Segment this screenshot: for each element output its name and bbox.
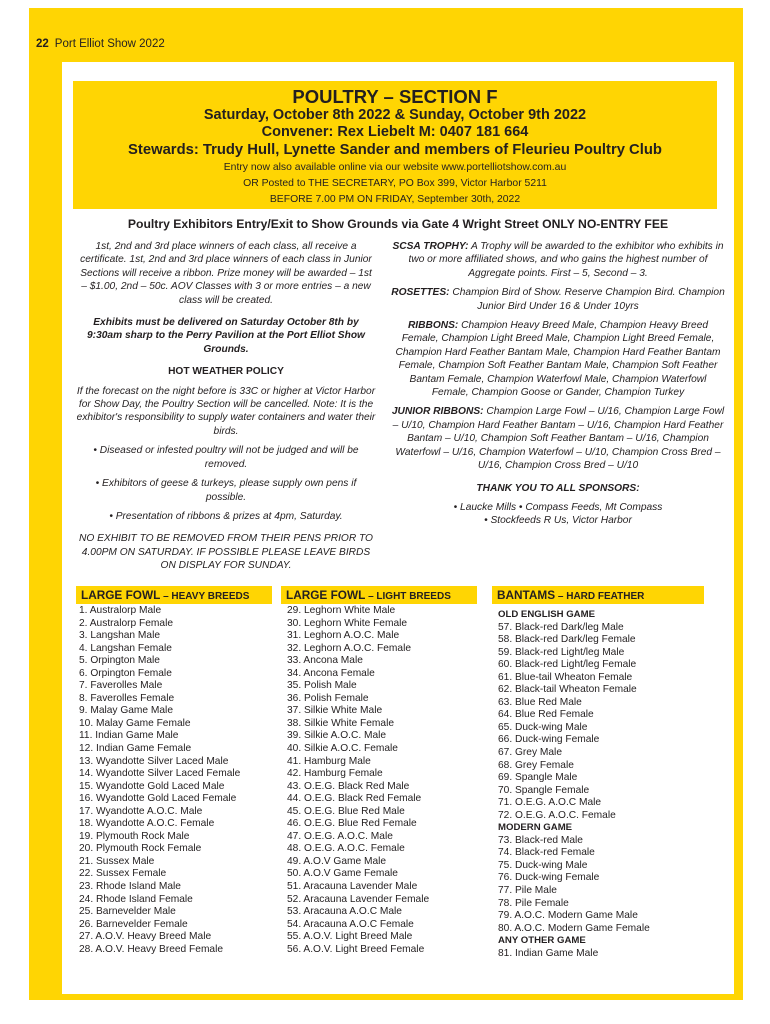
list-item: 62. Black-tail Wheaton Female bbox=[498, 684, 637, 696]
list-item: 79. A.O.C. Modern Game Male bbox=[498, 910, 638, 922]
list-item: 6. Orpington Female bbox=[79, 667, 172, 679]
list-item: 25. Barnevelder Male bbox=[79, 906, 176, 918]
winners-text: 1st, 2nd and 3rd place winners of each class, all receive a certificate. 1st, 2nd and 3rd place winners of each class in Junior Sections will receive a ribbon. Prize money will be awarded – 1st – $1.00, 2nd – 50c. AOV Classes with 3 or more entries – a new class will be created. bbox=[80, 241, 372, 306]
awards-column bbox=[390, 240, 726, 528]
list-item: 67. Grey Male bbox=[498, 747, 562, 759]
list-item: 8. Faverolles Female bbox=[79, 692, 175, 704]
list-item: 9. Malay Game Male bbox=[79, 705, 173, 717]
light-breeds-list bbox=[287, 605, 429, 956]
list-item: 10. Malay Game Female bbox=[79, 717, 191, 729]
list-item: 27. A.O.V. Heavy Breed Male bbox=[79, 931, 212, 943]
list-item: 59. Black-red Light/leg Male bbox=[498, 646, 625, 658]
junior-ribbons bbox=[390, 405, 726, 472]
entry-deadline: BEFORE 7.00 PM ON FRIDAY, September 30th, 2022 bbox=[269, 194, 521, 205]
ribbons-label: RIBBONS: bbox=[407, 320, 459, 332]
bullet-diseased: • Diseased or infested poultry will not be judged and will be removed. bbox=[93, 445, 359, 470]
list-item: 22. Sussex Female bbox=[79, 868, 167, 880]
list-item: 80. A.O.C. Modern Game Female bbox=[498, 922, 650, 934]
page-number: 22 bbox=[36, 38, 49, 50]
category-heading-heavy bbox=[76, 586, 272, 604]
list-item: 53. Aracauna A.O.C Male bbox=[287, 906, 402, 918]
list-item: 26. Barnevelder Female bbox=[79, 918, 188, 930]
show-dates: Saturday, October 8th 2022 & Sunday, October 9th 2022 bbox=[203, 107, 587, 123]
convener: Convener: Rex Liebelt M: 0407 181 664 bbox=[261, 124, 529, 140]
sponsor-line-1: • Laucke Mills • Compass Feeds, Mt Compass bbox=[453, 501, 663, 513]
page-header-title: Port Elliot Show 2022 bbox=[54, 38, 165, 50]
bullet-presentation: • Presentation of ribbons & prizes at 4pm, Saturday. bbox=[109, 510, 343, 522]
list-item: 74. Black-red Female bbox=[498, 847, 595, 859]
stewards: Stewards: Trudy Hull, Lynette Sander and members of Fleurieu Poultry Club bbox=[128, 142, 662, 158]
category-heading-bantams bbox=[492, 586, 704, 604]
list-item: 68. Grey Female bbox=[498, 759, 574, 771]
list-item: 39. Silkie A.O.C. Male bbox=[287, 730, 387, 742]
list-item: 11. Indian Game Male bbox=[79, 730, 179, 742]
sponsors-title: THANK YOU TO ALL SPONSORS: bbox=[476, 482, 640, 494]
bullet-geese: • Exhibitors of geese & turkeys, please supply own pens if possible. bbox=[95, 478, 357, 503]
list-item: 3. Langshan Male bbox=[79, 630, 160, 642]
list-item: 56. A.O.V. Light Breed Female bbox=[287, 943, 425, 955]
list-item: 57. Black-red Dark/leg Male bbox=[498, 621, 624, 633]
list-item: 46. O.E.G. Blue Red Female bbox=[287, 818, 417, 830]
list-item: 31. Leghorn A.O.C. Male bbox=[287, 630, 400, 642]
list-item: 77. Pile Male bbox=[498, 885, 557, 897]
list-item: 35. Polish Male bbox=[287, 680, 357, 692]
list-item: 63. Blue Red Male bbox=[498, 696, 582, 708]
hot-weather-title: HOT WEATHER POLICY bbox=[168, 366, 284, 378]
list-item: 71. O.E.G. A.O.C Male bbox=[498, 797, 602, 809]
list-item: 61. Blue-tail Wheaton Female bbox=[498, 671, 633, 683]
group-label-other: ANY OTHER GAME bbox=[498, 935, 586, 947]
category-sub: – HEAVY BREEDS bbox=[160, 591, 250, 602]
rosettes-label: ROSETTES: bbox=[391, 287, 450, 299]
category-main: LARGE FOWL bbox=[286, 588, 366, 602]
hot-weather-text: If the forecast on the night before is 33C or higher at Victor Harbor for Show Day, the Poultry Section will be cancelled. Note: It is the exhibitor's responsibility to supply water containers and water their birds. bbox=[76, 385, 376, 437]
category-heading-light bbox=[281, 586, 477, 604]
category-main: BANTAMS bbox=[497, 588, 556, 602]
scsa-text: A Trophy will be awarded to the exhibitor who exhibits in two or more affiliated shows, and who gains the highest number of Aggregate points. First – 5, Second – 3. bbox=[408, 241, 724, 279]
list-item: 20. Plymouth Rock Female bbox=[79, 843, 202, 855]
heavy-breeds-list bbox=[79, 605, 240, 956]
list-item: 44. O.E.G. Black Red Female bbox=[287, 793, 422, 805]
list-item: 52. Aracauna Lavender Female bbox=[287, 893, 430, 905]
list-item: 36. Polish Female bbox=[287, 692, 369, 704]
rules-column bbox=[76, 240, 376, 579]
content-card bbox=[62, 62, 734, 994]
list-item: 38. Silkie White Female bbox=[287, 717, 395, 729]
list-item: 69. Spangle Male bbox=[498, 772, 578, 784]
list-item: 76. Duck-wing Female bbox=[498, 872, 600, 884]
junior-label: JUNIOR RIBBONS: bbox=[391, 406, 484, 418]
list-item: 24. Rhode Island Female bbox=[79, 893, 193, 905]
category-sub: – HARD FEATHER bbox=[555, 591, 645, 602]
category-main: LARGE FOWL bbox=[81, 588, 161, 602]
list-item: 1. Australorp Male bbox=[79, 605, 162, 616]
list-item: 14. Wyandotte Silver Laced Female bbox=[79, 768, 241, 780]
delivery-text: Exhibits must be delivered on Saturday October 8th by 9:30am sharp to the Perry Pavilion at the Port Elliot Show Grounds. bbox=[87, 317, 365, 355]
list-item: 40. Silkie A.O.C. Female bbox=[287, 743, 398, 755]
list-item: 55. A.O.V. Light Breed Male bbox=[287, 931, 413, 943]
list-item: 23. Rhode Island Male bbox=[79, 881, 181, 893]
sponsor-line-2: • Stockfeeds R Us, Victor Harbor bbox=[484, 515, 632, 527]
list-item: 45. O.E.G. Blue Red Male bbox=[287, 805, 405, 817]
list-item: 13. Wyandotte Silver Laced Male bbox=[79, 755, 229, 767]
list-item: 16. Wyandotte Gold Laced Female bbox=[79, 793, 237, 805]
list-item: 49. A.O.V Game Male bbox=[287, 855, 387, 867]
list-item: 33. Ancona Male bbox=[287, 655, 363, 667]
entry-notice: Poultry Exhibitors Entry/Exit to Show Grounds via Gate 4 Wright Street ONLY NO-ENTRY FEE bbox=[127, 217, 669, 231]
list-item: 29. Leghorn White Male bbox=[287, 605, 396, 616]
group-label-old-english: OLD ENGLISH GAME bbox=[498, 609, 596, 620]
list-item: 41. Hamburg Male bbox=[287, 755, 371, 767]
list-item: 65. Duck-wing Male bbox=[498, 721, 588, 733]
list-item: 78. Pile Female bbox=[498, 897, 569, 909]
list-item: 47. O.E.G. A.O.C. Male bbox=[287, 830, 393, 842]
scsa-label: SCSA TROPHY: bbox=[392, 241, 469, 252]
category-sub: – LIGHT BREEDS bbox=[365, 591, 451, 602]
list-item: 60. Black-red Light/leg Female bbox=[498, 659, 637, 671]
bantams-list bbox=[498, 609, 650, 960]
list-item: 58. Black-red Dark/leg Female bbox=[498, 634, 636, 646]
list-item: 5. Orpington Male bbox=[79, 655, 160, 667]
list-item: 32. Leghorn A.O.C. Female bbox=[287, 642, 412, 654]
no-exhibit-text: NO EXHIBIT TO BE REMOVED FROM THEIR PENS PRIOR TO 4.00PM ON SATURDAY. IF POSSIBLE PLEASE LEAVE BIRDS ON DISPLAY FOR SUNDAY. bbox=[79, 533, 373, 572]
list-item: 81. Indian Game Male bbox=[498, 947, 599, 959]
list-item: 72. O.E.G. A.O.C. Female bbox=[498, 809, 616, 821]
list-item: 66. Duck-wing Female bbox=[498, 734, 600, 746]
list-item: 15. Wyandotte Gold Laced Male bbox=[79, 780, 225, 792]
page-header bbox=[36, 38, 165, 50]
list-item: 43. O.E.G. Black Red Male bbox=[287, 780, 410, 792]
rosettes bbox=[390, 286, 726, 313]
list-item: 37. Silkie White Male bbox=[287, 705, 383, 717]
group-label-modern: MODERN GAME bbox=[498, 822, 573, 834]
list-item: 17. Wyandotte A.O.C. Male bbox=[79, 805, 203, 817]
list-item: 30. Leghorn White Female bbox=[287, 617, 408, 629]
list-item: 19. Plymouth Rock Male bbox=[79, 830, 190, 842]
list-item: 34. Ancona Female bbox=[287, 667, 375, 679]
list-item: 48. O.E.G. A.O.C. Female bbox=[287, 843, 405, 855]
list-item: 21. Sussex Male bbox=[79, 855, 155, 867]
entry-online: Entry now also available online via our website www.portelliotshow.com.au bbox=[223, 162, 567, 173]
list-item: 18. Wyandotte A.O.C. Female bbox=[79, 818, 215, 830]
list-item: 50. A.O.V Game Female bbox=[287, 868, 398, 880]
list-item: 73. Black-red Male bbox=[498, 834, 583, 846]
junior-text: Champion Large Fowl – U/16, Champion Large Fowl – U/10, Champion Hard Feather Bantam – U/16, Champion Hard Feather Bantam – U/10, Champion Soft Feather Bantam – U/16, Champion Waterfowl – U/16, Champion Waterfowl – U/10, Champion Cross Bred – U/16, Champion Cross Bred – U/10 bbox=[392, 406, 725, 472]
list-item: 75. Duck-wing Male bbox=[498, 859, 588, 871]
list-item: 70. Spangle Female bbox=[498, 784, 590, 796]
list-item: 54. Aracauna A.O.C Female bbox=[287, 918, 414, 930]
rosettes-text: Champion Bird of Show. Reserve Champion Bird. Champion Junior Bird Under 16 & Under 10yrs bbox=[449, 287, 725, 312]
list-item: 42. Hamburg Female bbox=[287, 768, 383, 780]
list-item: 7. Faverolles Male bbox=[79, 680, 163, 692]
entry-posted: OR Posted to THE SECRETARY, PO Box 399, Victor Harbor 5211 bbox=[243, 178, 547, 189]
list-item: 28. A.O.V. Heavy Breed Female bbox=[79, 943, 224, 955]
list-item: 51. Aracauna Lavender Male bbox=[287, 881, 418, 893]
scsa-trophy bbox=[390, 240, 726, 280]
list-item: 12. Indian Game Female bbox=[79, 743, 192, 755]
list-item: 2. Australorp Female bbox=[79, 617, 173, 629]
ribbons bbox=[390, 319, 726, 399]
section-title: POULTRY – SECTION F bbox=[292, 86, 498, 107]
list-item: 4. Langshan Female bbox=[79, 642, 172, 654]
section-banner bbox=[73, 81, 717, 209]
ribbons-text: Champion Heavy Breed Male, Champion Heavy Breed Female, Champion Light Breed Male, Champion Light Breed Female, Champion Hard Feather Bantam Male, Champion Hard Feather Bantam Female, Champion Soft Feather Bantam Male, Champion Soft Feather Bantam Female, Champion Waterfowl Male, Champion Waterfowl Female, Champion Goose or Gander, Champion Turkey bbox=[395, 320, 721, 399]
list-item: 64. Blue Red Female bbox=[498, 709, 594, 721]
